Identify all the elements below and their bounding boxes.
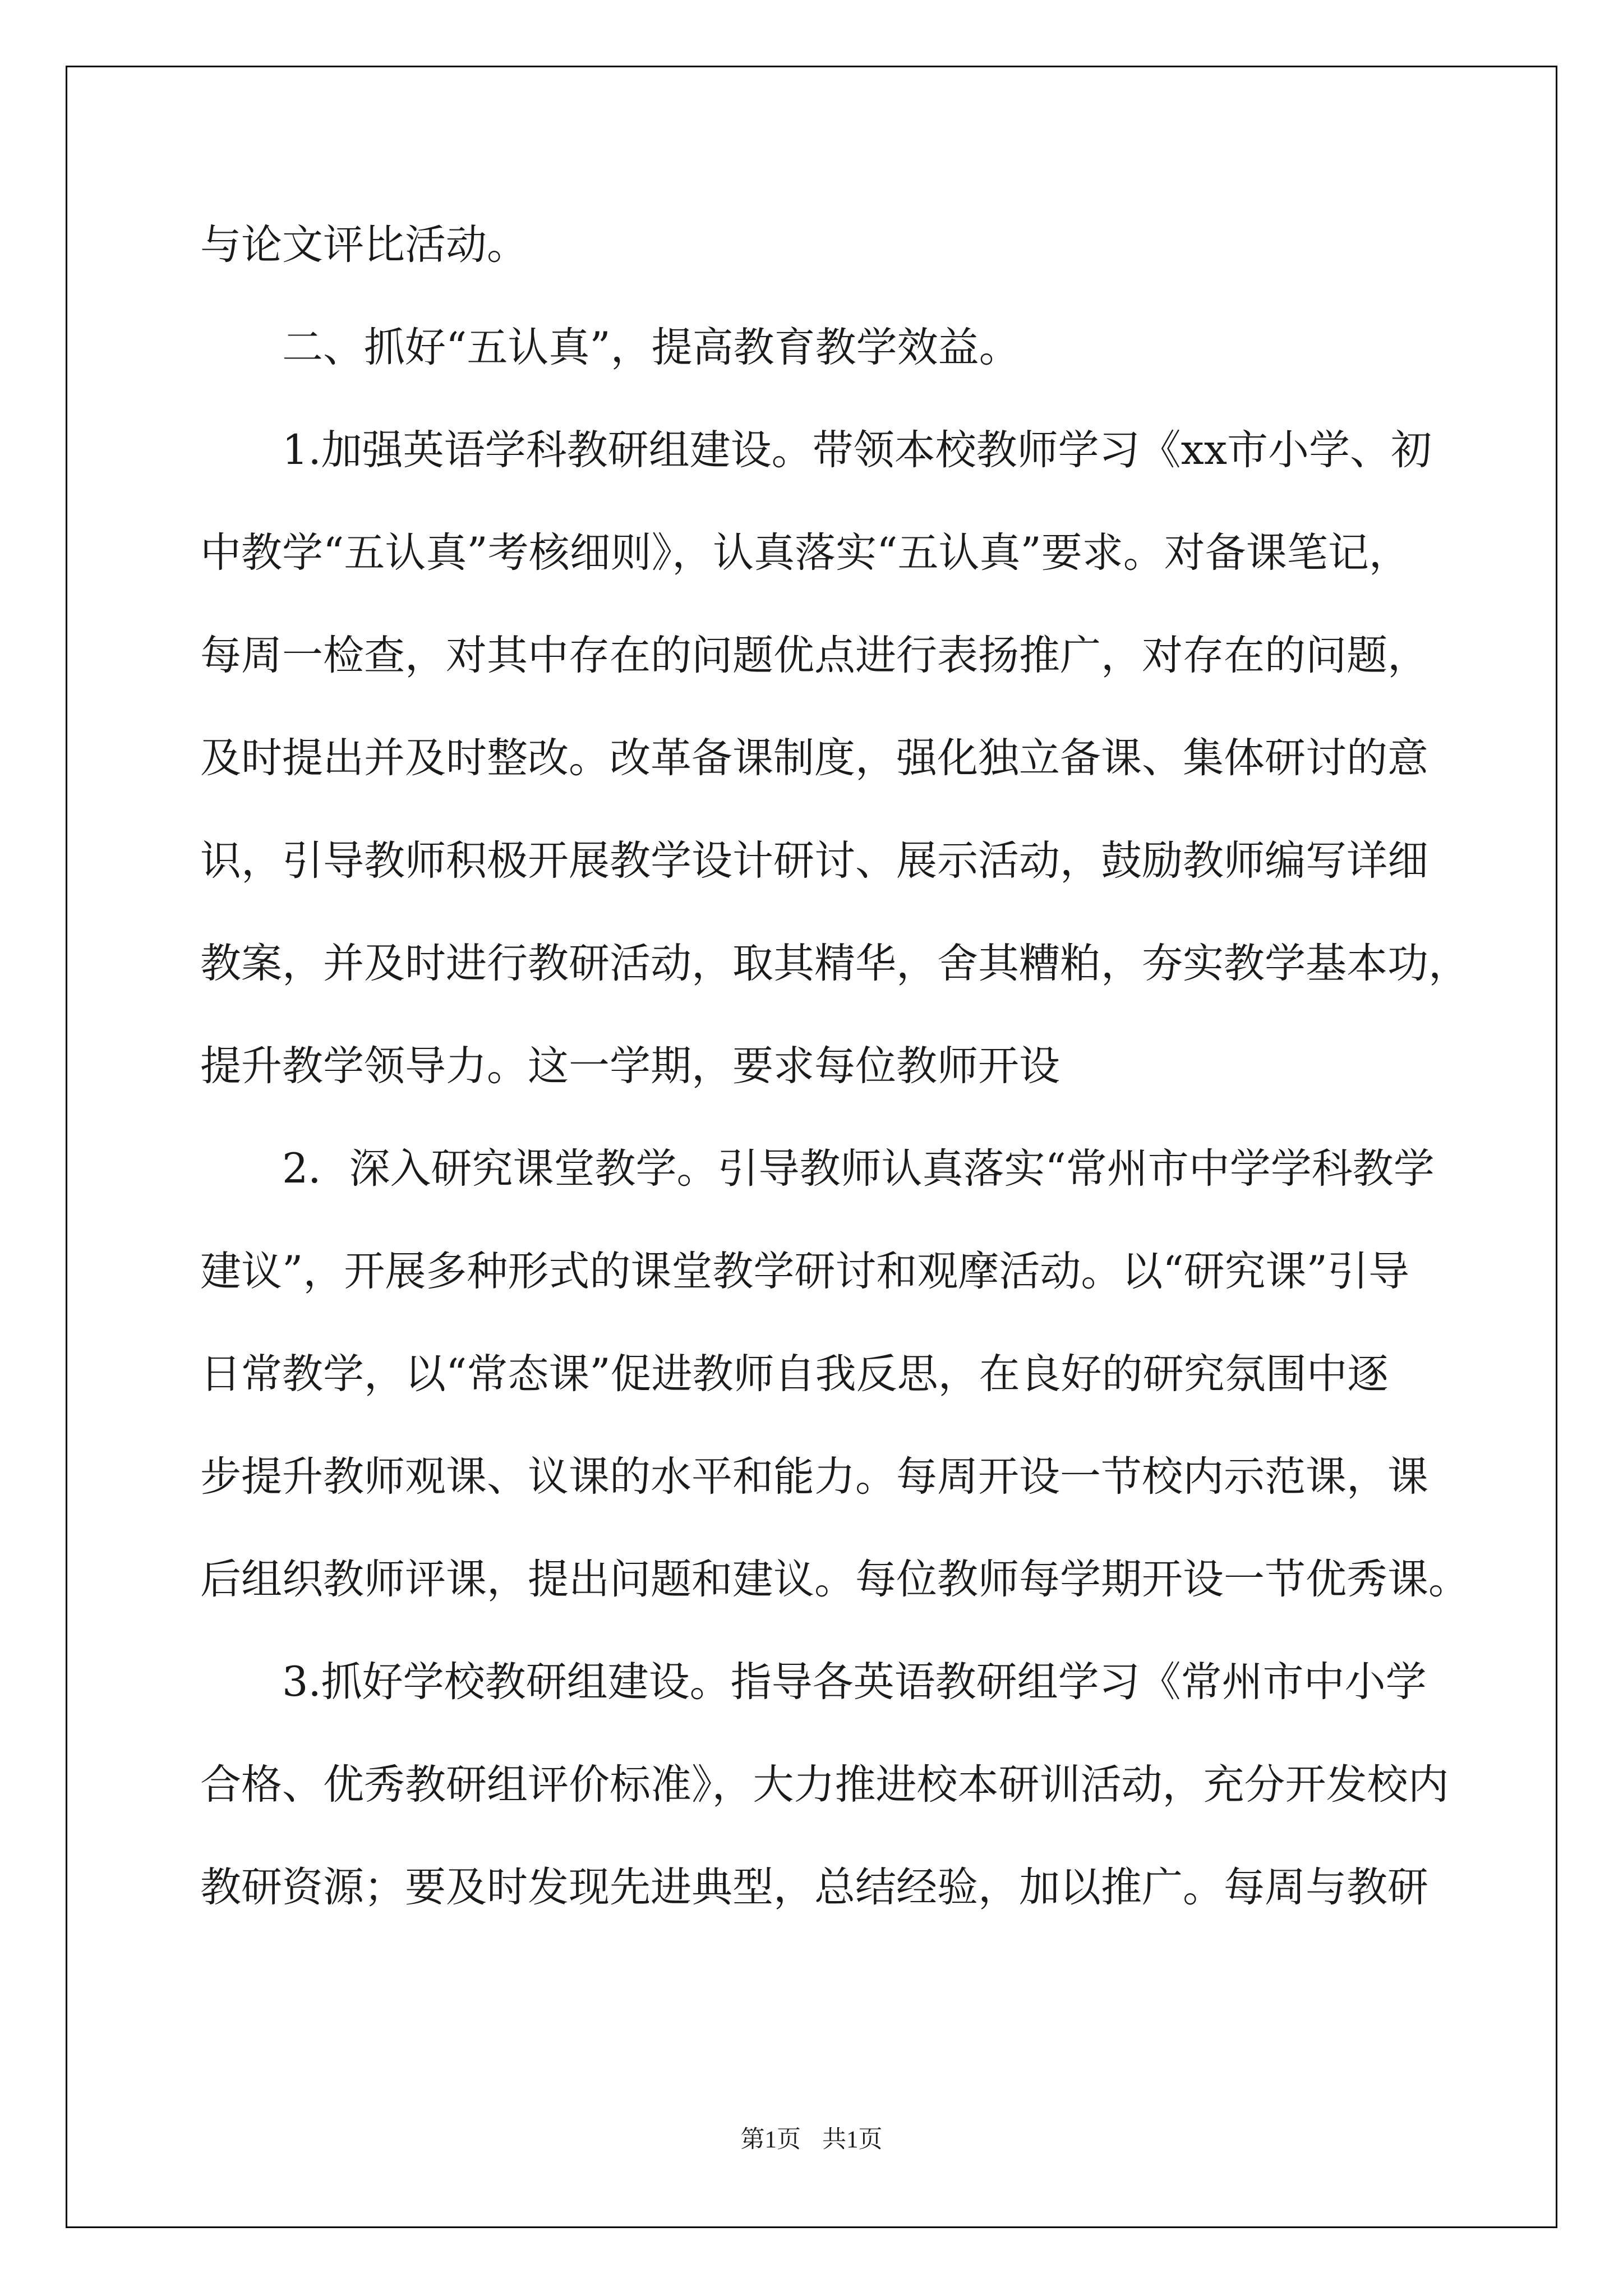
- text-line: 每周一检查，对其中存在的问题优点进行表扬推广，对存在的问题，: [200, 632, 1428, 679]
- text-line: 识，引导教师积极开展教学设计研讨、展示活动，鼓励教师编写详细: [200, 837, 1428, 885]
- document-body: [200, 194, 1469, 1939]
- page-number: 第1页: [740, 2127, 801, 2153]
- text-line: 及时提出并及时整改。改革备课制度，强化独立备课、集体研讨的意: [200, 734, 1428, 782]
- text-line: 提升教学领导力。这一学期，要求每位教师开设: [200, 1042, 1060, 1090]
- text-line: 3.抓好学校教研组建设。指导各英语教研组学习《常州市中小学: [200, 1658, 1427, 1706]
- text-line: 后组织教师评课，提出问题和建议。每位教师每学期开设一节优秀课。: [200, 1556, 1469, 1603]
- text-line: 与论文评比活动。: [200, 221, 528, 269]
- page-footer: [0, 2123, 1623, 2157]
- text-line: 2．深入研究课堂教学。引导教师认真落实“常州市中学学科教学: [200, 1145, 1435, 1193]
- text-line: 建议”，开展多种形式的课堂教学研讨和观摩活动。以“研究课”引导: [200, 1248, 1409, 1295]
- text-line: 步提升教师观课、议课的水平和能力。每周开设一节校内示范课，课: [200, 1453, 1428, 1501]
- page-total: 共1页: [822, 2127, 883, 2153]
- text-line: 1.加强英语学科教研组建设。带领本校教师学习《xx市小学、初: [200, 426, 1432, 474]
- text-line: 合格、优秀教研组评价标准》，大力推进校本研训活动，充分开发校内: [200, 1761, 1449, 1809]
- text-line: 中教学“五认真”考核细则》，认真落实“五认真”要求。对备课笔记，: [200, 529, 1410, 577]
- text-line: 教案，并及时进行教研活动，取其精华，舍其糟粕，夯实教学基本功，: [200, 940, 1469, 987]
- text-line: 二、抓好“五认真”，提高教育教学效益。: [200, 324, 1020, 371]
- text-line: 日常教学，以“常态课”促进教师自我反思，在良好的研究氛围中逐: [200, 1350, 1389, 1398]
- text-line: 教研资源；要及时发现先进典型，总结经验，加以推广。每周与教研: [200, 1864, 1428, 1911]
